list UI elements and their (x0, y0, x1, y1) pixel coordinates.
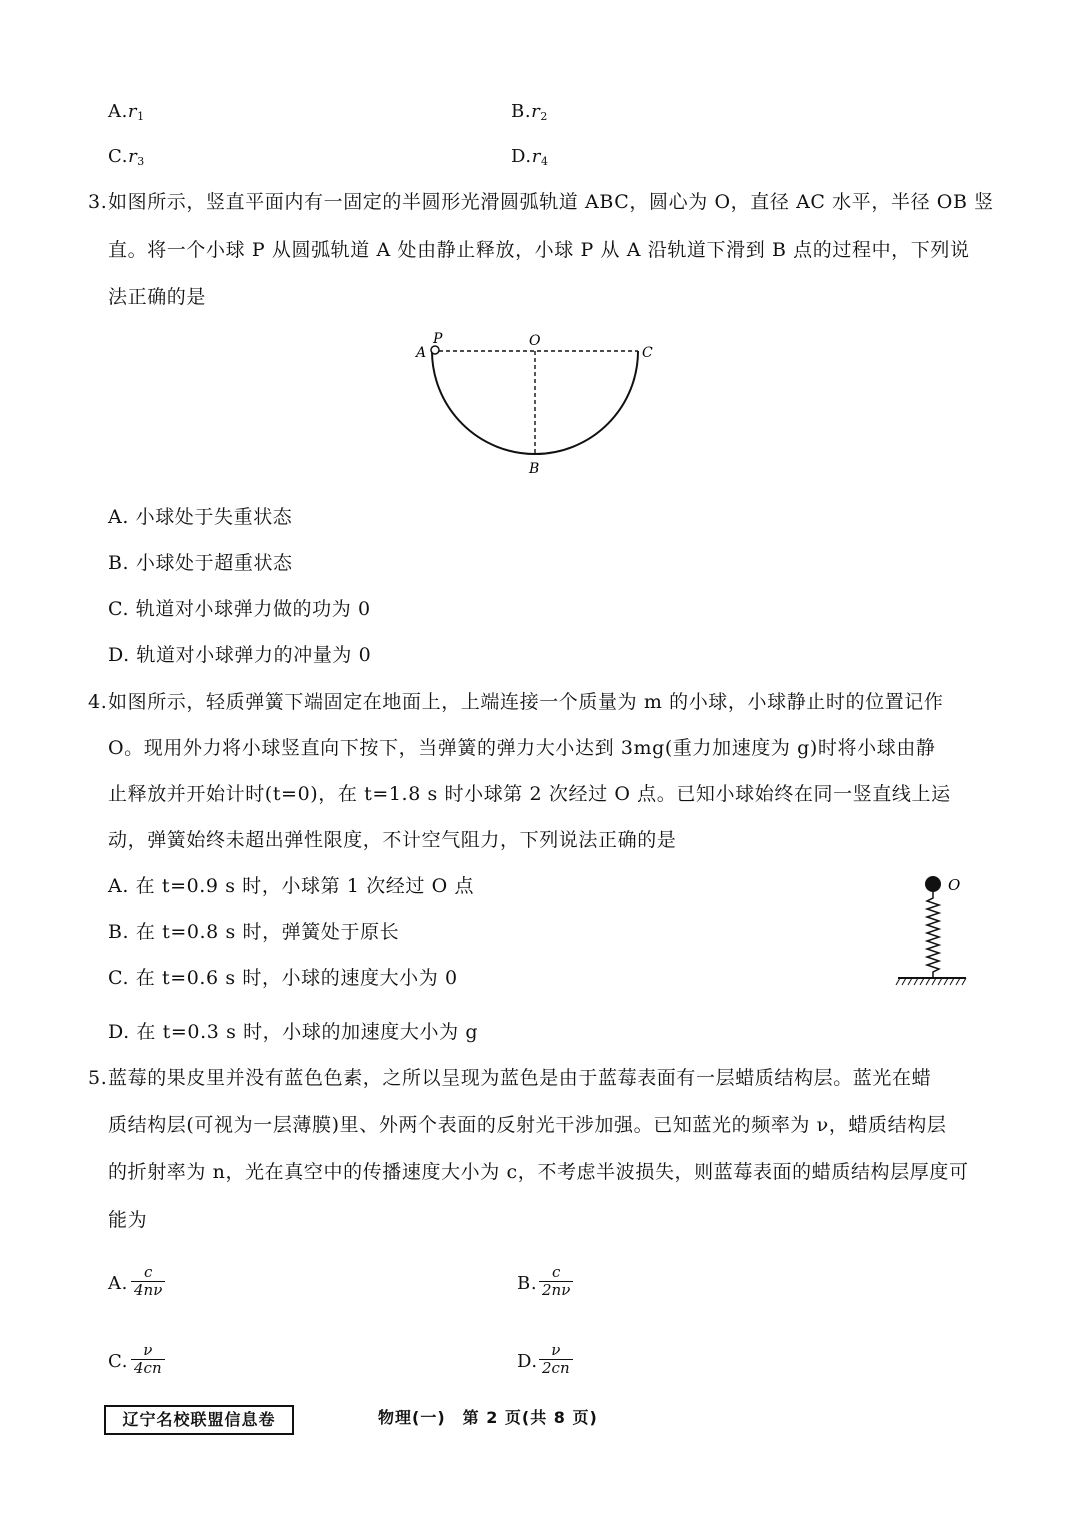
ball-icon (925, 876, 941, 892)
q4-stem-line4: 动，弹簧始终未超出弹性限度，不计空气阻力，下列说法正确的是 (108, 829, 677, 851)
q4-option-a: A. 在 t=0.9 s 时，小球第 1 次经过 O 点 (108, 875, 475, 897)
q4-number: 4. (88, 691, 108, 713)
q5-option-b-label: B. (517, 1273, 538, 1294)
q4-stem-line1: 如图所示，轻质弹簧下端固定在地面上，上端连接一个质量为 m 的小球，小球静止时的位置记作 (108, 691, 944, 713)
q5-option-b-fraction: $\frac{c}{2n\nu}$ (539, 1264, 573, 1299)
footer-exam-name: 辽宁名校联盟信息卷 (104, 1405, 294, 1435)
q4-stem-line3: 止释放并开始计时(t=0)，在 t=1.8 s 时小球第 2 次经过 O 点。已知小球始终在同一竖直线上运 (108, 783, 951, 805)
q5-option-c-label: C. (108, 1351, 129, 1372)
q3-semicircle-diagram (410, 328, 670, 478)
q3-stem-line1: 如图所示，竖直平面内有一固定的半圆形光滑圆弧轨道 ABC，圆心为 O，直径 AC 水平，半径 OB 竖 (108, 191, 994, 213)
q2-option-d: $D.r_4$ (511, 146, 549, 168)
q5-stem-line3: 的折射率为 n，光在真空中的传播速度大小为 c，不考虑半波损失，则蓝莓表面的蜡质结构层厚度可 (108, 1161, 969, 1183)
q2-option-a: $A.r_1$ (108, 101, 145, 123)
q2-option-b: $B.r_2$ (511, 101, 548, 123)
ball-p (431, 346, 439, 354)
q5-option-d-fraction: $\frac{\nu}{2cn}$ (539, 1342, 573, 1377)
q3-stem-line3: 法正确的是 (108, 286, 207, 308)
footer-page-info: 物理(一) 第 2 页(共 8 页) (378, 1408, 598, 1427)
q4-option-d: D. 在 t=0.3 s 时，小球的加速度大小为 g (108, 1021, 479, 1043)
label-c: C (642, 345, 653, 361)
q4-option-b: B. 在 t=0.8 s 时，弹簧处于原长 (108, 921, 400, 943)
q3-option-d: D. 轨道对小球弹力的冲量为 0 (108, 644, 372, 666)
q5-option-c-fraction: $\frac{\nu}{4cn}$ (131, 1342, 165, 1377)
q3-number: 3. (88, 191, 108, 213)
q5-stem-line2: 质结构层(可视为一层薄膜)里、外两个表面的反射光干涉加强。已知蓝光的频率为 ν，蜡质结构层 (108, 1114, 947, 1136)
label-a: A (416, 345, 427, 361)
q3-option-b: B. 小球处于超重状态 (108, 552, 293, 574)
q5-option-a-label: A. (108, 1273, 128, 1294)
q5-stem-line1: 蓝莓的果皮里并没有蓝色色素，之所以呈现为蓝色是由于蓝莓表面有一层蜡质结构层。蓝光在蜡 (108, 1067, 932, 1089)
label-o: O (948, 876, 961, 894)
spring-icon (927, 892, 939, 978)
q5-option-d-label: D. (517, 1351, 538, 1372)
q5-number: 5. (88, 1067, 108, 1089)
q3-stem-line2: 直。将一个小球 P 从圆弧轨道 A 处由静止释放，小球 P 从 A 沿轨道下滑到 B 点的过程中，下列说 (108, 239, 970, 261)
q4-spring-diagram (890, 868, 980, 998)
q2-option-c: $C.r_3$ (108, 146, 145, 168)
q4-option-c: C. 在 t=0.6 s 时，小球的速度大小为 0 (108, 967, 458, 989)
q5-option-a-fraction: $\frac{c}{4n\nu}$ (131, 1264, 165, 1299)
q3-option-c: C. 轨道对小球弹力做的功为 0 (108, 598, 371, 620)
q3-option-a: A. 小球处于失重状态 (108, 506, 293, 528)
ground-hatch (896, 978, 966, 985)
q5-stem-line4: 能为 (108, 1209, 148, 1231)
label-p: P (433, 331, 443, 347)
label-b: B (529, 461, 540, 477)
label-o: O (529, 333, 541, 349)
q4-stem-line2: O。现用外力将小球竖直向下按下，当弹簧的弹力大小达到 3mg(重力加速度为 g)时将小球由静 (108, 737, 936, 759)
